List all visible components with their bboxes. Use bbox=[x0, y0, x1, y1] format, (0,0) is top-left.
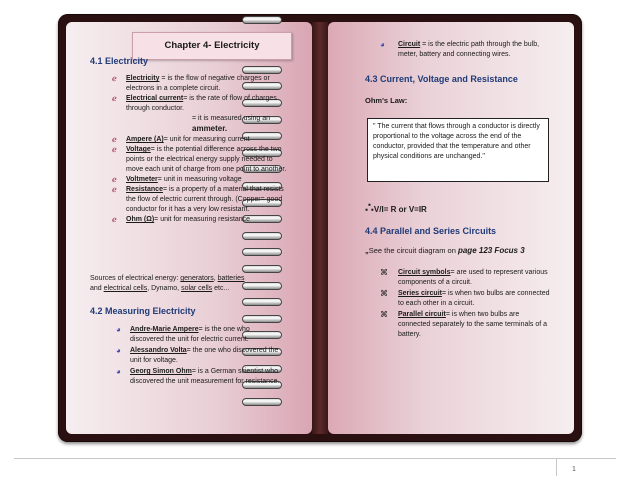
spiral-ring bbox=[242, 265, 282, 273]
command-bullet-icon: ⌘ bbox=[380, 289, 388, 298]
list-item: ℯ Resistance= is a property of a material that resists the flow of electric current through. (Copper= good conductor for it has a very low resistant. bbox=[112, 185, 284, 213]
circuit-types-list bbox=[380, 268, 552, 340]
notebook-spine bbox=[312, 22, 328, 434]
list-item: ⌘ Parallel circuit= is when two bulbs are connected separately to the same terminals of a battery. bbox=[380, 310, 548, 338]
spiral-ring bbox=[242, 398, 282, 406]
list-item: ◕ Andre-Marie Ampere= is the one who discovered the unit for electric current. bbox=[116, 325, 250, 343]
list-item: = it is measured using an bbox=[192, 115, 271, 122]
bullet-icon: ◕ bbox=[116, 325, 121, 334]
list-item: ◕ Alessandro Volta= the one who discovered the unit for voltage. bbox=[116, 346, 279, 364]
energy-sources: Sources of electrical energy: generators, batteries and electrical cells, Dynamo, solar cells etc... bbox=[90, 275, 245, 292]
list-item: ⌘ Series circuit= is when two bulbs are connected to each other in a circuit. bbox=[380, 289, 550, 307]
section-4-3-heading: 4.3 Current, Voltage and Resistance bbox=[365, 74, 518, 84]
ohms-law-statement: " The current that flows through a conductor is directly proportional to the voltage across the end of the conductor, provided that the temperature and other physical conditions are unchanged." bbox=[367, 118, 549, 182]
list-item: ◕ Circuit = is the electric path through the bulb, meter, battery and connecting wires. bbox=[380, 40, 540, 58]
list-item: ℯ Voltage= is the potential difference across the two points or the electrical energy supply needed to move each unit of charge from one point to another. bbox=[112, 145, 287, 173]
bullet-icon: ℯ bbox=[112, 94, 117, 103]
list-item: ⌘ Circuit symbols= are used to represent various components of a circuit. bbox=[380, 268, 548, 286]
circuit-diagram-reference: „See the circuit diagram on page 123 Focus 3 bbox=[365, 246, 525, 255]
section-4-2-heading: 4.2 Measuring Electricity bbox=[90, 306, 196, 316]
list-item: ℯ Ampere (A)= unit for measuring current bbox=[112, 135, 250, 144]
bullet-icon: ℯ bbox=[112, 185, 117, 194]
list-item: ℯ Electrical current= is the rate of flow of charges through conductor. bbox=[112, 94, 277, 112]
bullet-icon: ◕ bbox=[116, 346, 121, 355]
page-title: Chapter 4- Electricity bbox=[132, 32, 292, 60]
list-item: ◕ Georg Simon Ohm= is a German scientist who discovered the unit measurement for resistance. bbox=[116, 367, 280, 385]
bullet-icon: ◕ bbox=[116, 367, 121, 376]
list-item: ℯ Voltmeter= unit in measuring voltage bbox=[112, 175, 242, 184]
spiral-ring bbox=[242, 66, 282, 74]
list-item: ℯ Electricity = is the flow of negative charges or electrons in a complete circuit. bbox=[112, 74, 270, 92]
section-4-1-heading: 4.1 Electricity bbox=[90, 56, 149, 66]
spiral-ring bbox=[242, 315, 282, 323]
command-bullet-icon: ⌘ bbox=[380, 310, 388, 319]
electricity-definitions bbox=[112, 74, 288, 225]
spiral-ring bbox=[242, 298, 282, 306]
bullet-icon: ℯ bbox=[112, 175, 117, 184]
command-bullet-icon: ⌘ bbox=[380, 268, 388, 277]
bullet-icon: ℯ bbox=[112, 74, 117, 83]
section-4-4-heading: 4.4 Parallel and Series Circuits bbox=[365, 226, 497, 236]
circuit-definition bbox=[380, 40, 548, 60]
list-item: ammeter. bbox=[192, 124, 228, 133]
ohms-law-label: Ohm's Law: bbox=[365, 96, 408, 105]
spiral-ring bbox=[242, 16, 282, 24]
bullet-icon: ℯ bbox=[112, 145, 117, 154]
bullet-icon: ℯ bbox=[112, 135, 117, 144]
ohms-law-formula: ∴V/I= R or V=IR bbox=[365, 199, 427, 215]
list-item: ℯ Ohm (Ω)= unit for measuring resistance bbox=[112, 215, 251, 224]
spiral-ring bbox=[242, 232, 282, 240]
page-number: 1 bbox=[572, 466, 576, 473]
footer-rule bbox=[14, 458, 616, 459]
spiral-ring bbox=[242, 248, 282, 256]
scientists-list bbox=[116, 325, 284, 387]
bullet-icon: ◕ bbox=[380, 40, 385, 49]
bullet-icon: ℯ bbox=[112, 215, 117, 224]
therefore-icon: ∴ bbox=[365, 199, 374, 215]
